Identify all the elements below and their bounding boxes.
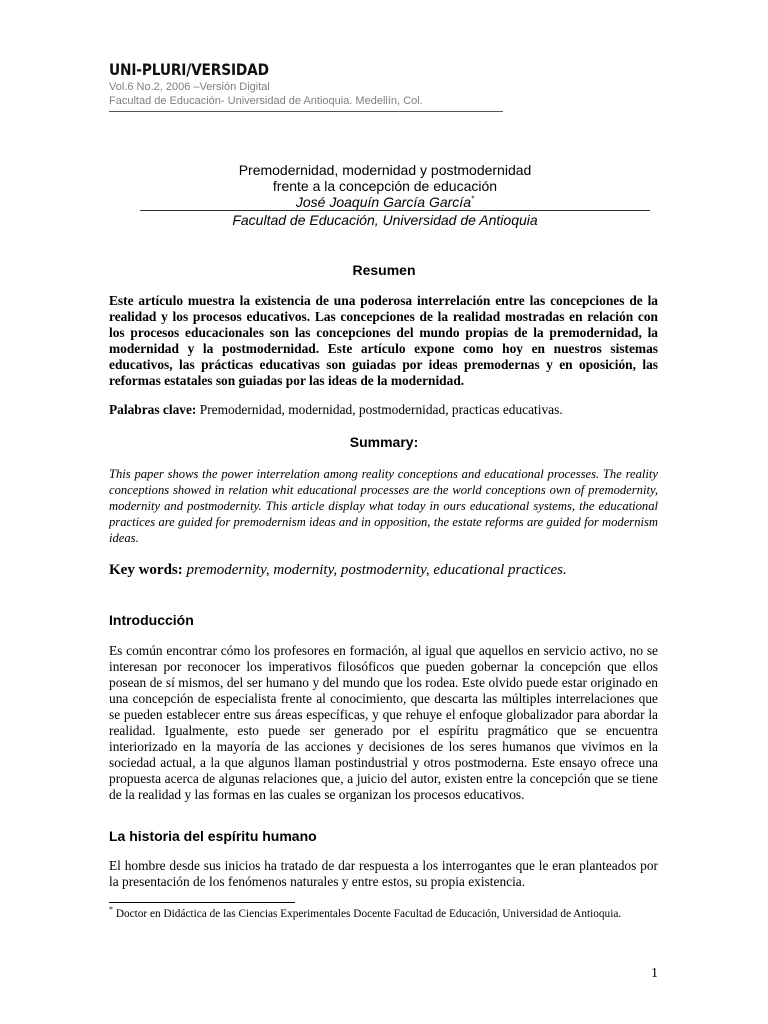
journal-volume: Vol.6 No.2, 2006 –Versión Digital [109,81,270,93]
palabras-clave-text: Premodernidad, modernidad, postmodernidad, practicas educativas. [196,402,563,417]
page-number: 1 [651,966,658,981]
footnote-divider [109,902,295,903]
resumen-heading: Resumen [352,262,416,278]
author-affiliation: Facultad de Educación, Universidad de Antioquia [232,212,538,228]
article-title-block [140,162,630,210]
introduccion-text: Es común encontrar cómo los profesores en formación, al igual que aquellos en servicio activo, no se interesan por reconocer los imperativos filosóficos que pueden gobernar la concepción que ellos posean de sí mismos, del ser humano y del mundo que los rodea. Este olvido puede estar originado en una concepción de especialista frente al conocimiento, que descarta las múltiples interrelaciones que se pueden establecer entre sus áreas específicas, y que rehuye el enfoque globalizador para abordar la realidad. Igualmente, esto puede ser generado por el espíritu pragmático que se encuentra interiorizado en la mayoría de las acciones y decisiones de los seres humanos que vivimos en la sociedad actual, a la que algunos llaman postindustrial y otros postmoderna. Este ensayo ofrece una propuesta acerca de algunas relaciones que, a juicio del autor, existen entre la concepción que se tiene de la realidad y las formas en las cuales se organizan los procesos educativos. [109,643,658,802]
summary-text: This paper shows the power interrelation among reality conceptions and educational processes. The reality conceptions showed in relation whit educational processes are the world conceptions own of premodernity, modernity and postmodernity. This article display what today in ours educational systems, the educational practices are guided for premodernism ideas and in opposition, the estate reforms are guided for modernism ideas. [109,467,658,545]
introduccion-heading: Introducción [109,612,194,628]
summary-heading: Summary: [349,434,419,450]
article-title-line-1: Premodernidad, modernidad y postmodernidad [238,162,532,178]
author-name: José Joaquín García García [295,194,471,210]
journal-header [109,60,503,108]
footnote-mark: * [109,905,113,915]
key-words-text: premodernity, modernity, postmodernity, educational practices. [182,562,567,578]
key-words [109,561,658,579]
author-line [140,194,630,210]
journal-logo: UNI-PLURI/VERSIDAD [109,60,269,79]
resumen-text: Este artículo muestra la existencia de una poderosa interrelación entre las concepciones de la realidad y los procesos educativos. Las concepciones de la realidad mostradas en relación con los procesos educacionales son las concepciones del mundo propias de la premodernidad, la modernidad y la postmodernidad. Este artículo expone como hoy en nuestros sistemas educativos, las prácticas educativas son guiadas por ideas premodernas y en oposición, las reformas estatales son guiadas por las ideas de la modernidad. [109,293,658,388]
footnote [109,907,658,922]
palabras-clave-label: Palabras clave: [109,402,197,417]
key-words-label: Key words: [109,562,183,578]
footnote-text: Doctor en Didáctica de las Ciencias Experimentales Docente Facultad de Educación, Universidad de Antioquia. [113,908,622,920]
header-divider [109,111,503,112]
title-divider [140,210,650,211]
article-title-line-2: frente a la concepción de educación [272,178,498,194]
journal-faculty: Facultad de Educación- Universidad de Antioquia. Medellín, Col. [109,95,423,107]
historia-heading: La historia del espíritu humano [109,828,317,844]
historia-text: El hombre desde sus inicios ha tratado de dar respuesta a los interrogantes que le eran planteados por la presentación de los fenómenos naturales y entre estos, su propia existencia. [109,858,658,889]
palabras-clave [109,402,658,418]
author-footnote-mark: * [470,194,475,204]
